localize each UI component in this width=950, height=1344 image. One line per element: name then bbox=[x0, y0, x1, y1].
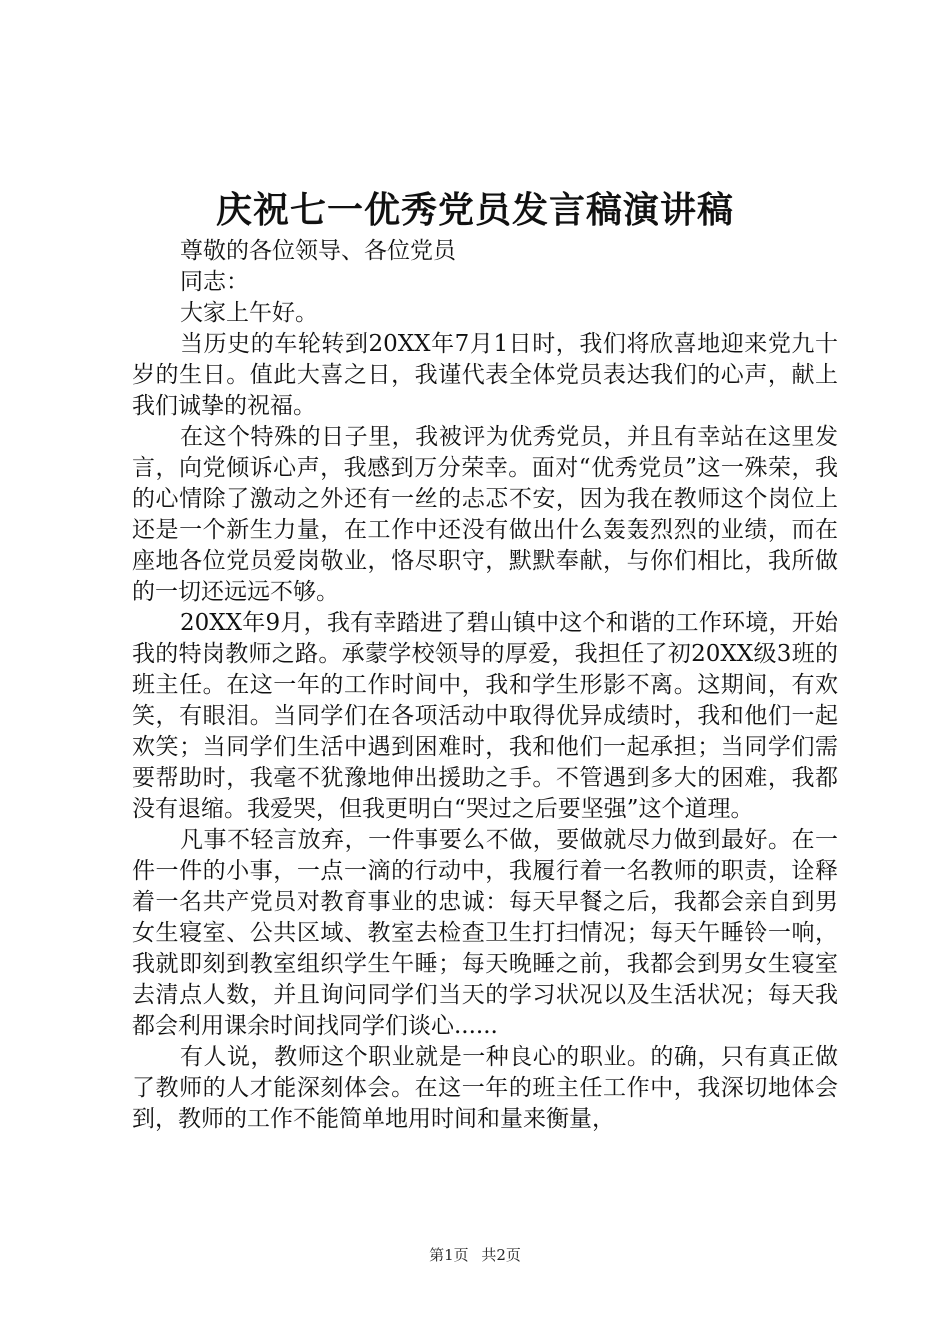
page-total: 共2页 bbox=[481, 1246, 521, 1264]
page-number: 第1页 bbox=[429, 1246, 469, 1264]
body-paragraph: 有人说，教师这个职业就是一种良心的职业。的确，只有真正做了教师的人才能深刻体会。在这一年的班主任工作中，我深切地体会到，教师的工作不能简单地用时间和量来衡量， bbox=[132, 1044, 838, 1132]
page-footer bbox=[0, 1245, 950, 1265]
body-paragraph: 凡事不轻言放弃，一件事要么不做，要做就尽力做到最好。在一件一件的小事，一点一滴的行动中，我履行着一名教师的职责，诠释着一名共产党员对教育事业的忠诚：每天早餐之后，我都会亲自到男女生寝室、公共区域、教室去检查卫生打扫情况；每天午睡铃一响，我就即刻到教室组织学生午睡；每天晚睡之前，我都会到男女生寝室去清点人数，并且询问同学们当天的学习状况以及生活状况；每天我都会利用课余时间找同学们谈心...... bbox=[132, 827, 838, 1039]
body-paragraph: 20XX年9月，我有幸踏进了碧山镇中这个和谐的工作环境，开始我的特岗教师之路。承蒙学校领导的厚爱，我担任了初20XX级3班的班主任。在这一年的工作时间中，我和学生形影不离。这期间，有欢笑，有眼泪。当同学们在各项活动中取得优异成绩时，我和他们一起欢笑；当同学们生活中遇到困难时，我和他们一起承担；当同学们需要帮助时，我毫不犹豫地伸出援助之手。不管遇到多大的困难，我都没有退缩。我爱哭，但我更明白“哭过之后要坚强”这个道理。 bbox=[132, 610, 838, 822]
document-title: 庆祝七一优秀党员发言稿演讲稿 bbox=[215, 189, 734, 231]
salutation-line: 尊敬的各位领导、各位党员 bbox=[180, 238, 456, 264]
greeting-paragraph: 大家上午好。 bbox=[180, 300, 318, 326]
document-body bbox=[132, 236, 838, 1135]
salutation-line: 同志： bbox=[180, 269, 249, 295]
body-paragraph: 在这个特殊的日子里，我被评为优秀党员，并且有幸站在这里发言，向党倾诉心声，我感到万分荣幸。面对“优秀党员”这一殊荣，我的心情除了激动之外还有一丝的忐忑不安，因为我在教师这个岗位上还是一个新生力量，在工作中还没有做出什么轰轰烈烈的业绩，而在座地各位党员爱岗敬业，恪尽职守，默默奉献，与你们相比，我所做的一切还远远不够。 bbox=[132, 424, 838, 605]
body-paragraph: 当历史的车轮转到20XX年7月1日时，我们将欣喜地迎来党九十岁的生日。值此大喜之日，我谨代表全体党员表达我们的心声，献上我们诚挚的祝福。 bbox=[132, 331, 838, 419]
